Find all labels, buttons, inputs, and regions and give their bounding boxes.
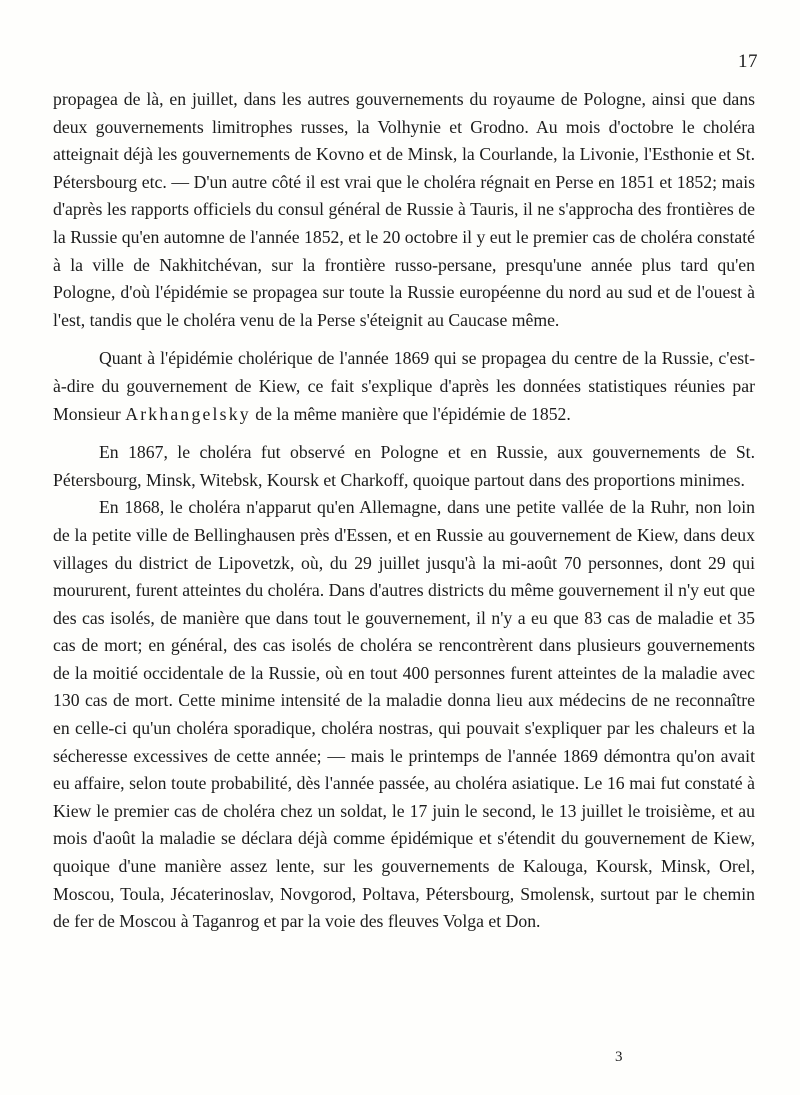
paragraph-2-end: de la même manière que l'épidémie de 1852. xyxy=(250,403,571,424)
author-name-arkhangelsky: Arkhangelsky xyxy=(125,403,251,424)
paragraph-2 xyxy=(53,345,755,428)
body-text xyxy=(53,86,755,936)
paragraph-2-start: Quant à l'épidémie cholérique de l'année 1869 qui se propagea du centre de la Russie, c'est-à-dire du gouvernement de Kiew, ce fait s'explique d'après les données statistiques réunies par Monsieur xyxy=(53,348,755,424)
paragraph-3: En 1867, le choléra fut observé en Pologne et en Russie, aux gouvernements de St. Pétersbourg, Minsk, Witebsk, Koursk et Charkoff, quoique partout dans des proportions minimes. xyxy=(53,442,755,490)
page-number: 17 xyxy=(738,51,758,72)
signature-mark: 3 xyxy=(615,1049,623,1065)
paragraph-1: propagea de là, en juillet, dans les autres gouvernements du royaume de Pologne, ainsi que dans deux gouvernements limitrophes russes, la Volhynie et Grodno. Au mois d'octobre le choléra atteignait déjà les gouvernements de Kovno et de Minsk, la Courlande, la Livonie, l'Esthonie et St. Pétersbourg etc. — D'un autre côté il est vrai que le choléra régnait en Perse en 1851 et 1852; mais d'après les rapports officiels du consul général de Russie à Tauris, il ne s'approcha des frontières de la Russie qu'en automne de l'année 1852, et le 20 octobre il y eut le premier cas de choléra constaté à la ville de Nakhitchévan, sur la frontière russo-persane, presqu'une année plus tard qu'en Pologne, d'où l'épidémie se propagea sur toute la Russie européenne du nord au sud et de l'ouest à l'est, tandis que le choléra venu de la Perse s'éteignit au Caucase même. xyxy=(53,89,755,330)
paragraph-4: En 1868, le choléra n'apparut qu'en Allemagne, dans une petite vallée de la Ruhr, non loin de la petite ville de Bellinghausen près d'Essen, et en Russie au gouvernement de Kiew, dans deux villages du district de Lipovetzk, où, du 29 juillet jusqu'à la mi-août 70 personnes, dont 29 qui moururent, furent atteintes du choléra. Dans d'autres districts du même gouvernement il n'y eut que des cas isolés, de manière que dans tout le gouvernement, il n'y a eu que 83 cas de maladie et 35 cas de mort; en général, des cas isolés de choléra se rencontrèrent dans plusieurs gouvernements de la moitié occidentale de la Russie, où en tout 400 personnes furent atteintes de la maladie avec 130 cas de mort. Cette minime intensité de la maladie donna lieu aux médecins de ne reconnaître en celle-ci qu'un choléra sporadique, choléra nostras, qui pouvait s'expliquer par les chaleurs et la sécheresse excessives de cette année; — mais le printemps de l'année 1869 démontra qu'on avait eu affaire, selon toute probabilité, dès l'année passée, au choléra asiatique. Le 16 mai fut constaté à Kiew le premier cas de choléra chez un soldat, le 17 juin le second, le 13 juillet le troisième, et au mois d'août la maladie se déclara déjà comme épidémique et s'étendit du gouvernement de Kiew, quoique d'une manière assez lente, sur les gouvernements de Kalouga, Koursk, Minsk, Orel, Moscou, Toula, Jécaterinoslav, Novgorod, Poltava, Pétersbourg, Smolensk, surtout par le chemin de fer de Moscou à Taganrog et par la voie des fleuves Volga et Don. xyxy=(53,497,755,932)
